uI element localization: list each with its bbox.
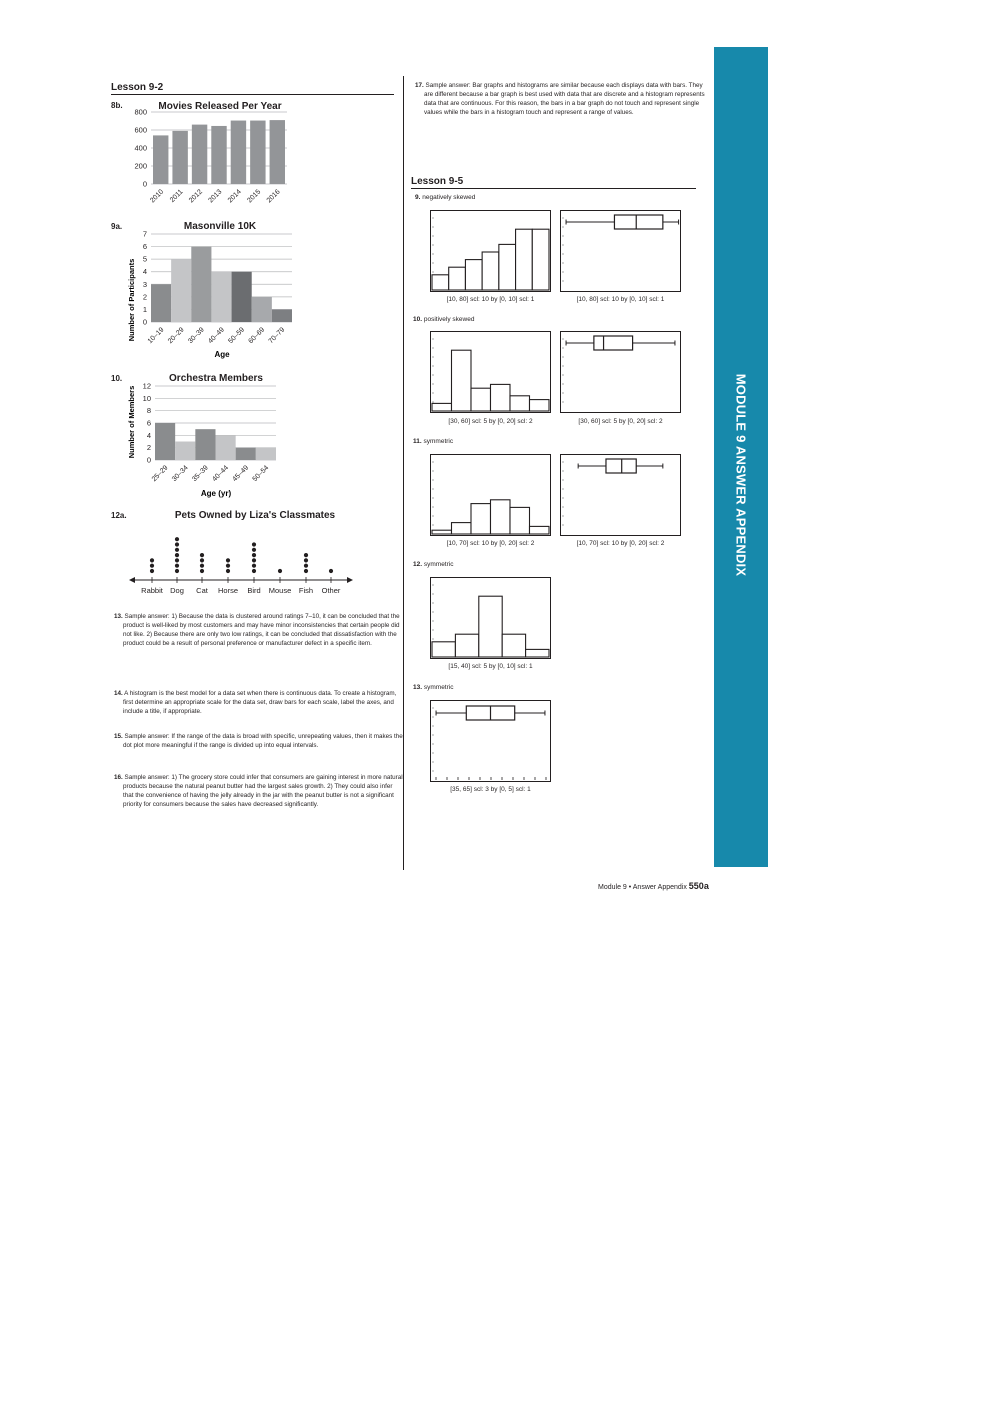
- s9-bin: [449, 267, 466, 290]
- s10-bin: [471, 388, 491, 411]
- s9b-box: [614, 215, 662, 229]
- c12a-xtick: Mouse: [268, 586, 292, 595]
- c10-ytick: 10: [142, 393, 151, 403]
- c8b-xtick: 2016: [265, 188, 282, 205]
- sidebar-title: MODULE 9 ANSWER APPENDIX: [733, 373, 749, 577]
- item-12: 12. symmetric: [413, 561, 454, 568]
- s9-bin: [465, 260, 482, 290]
- s10-bin: [530, 400, 550, 411]
- c8b-xtick: 2014: [226, 188, 243, 205]
- chart-10-svg: [120, 380, 285, 500]
- c12a-dot-Bird: [252, 558, 256, 562]
- s10-bin: [510, 396, 530, 411]
- answer-13: 13. Sample answer: 1) Because the data is clustered around ratings 7–10, it can be concluded that the product is well-liked by most customers and may have minor inconsistencies that certain people did not like. 2) Because there are only two low ratings, it can be concluded that dissatisfaction with the product could be a result of personal preference or manufacturer defect in a specific item.: [114, 613, 400, 647]
- c12a-xtick: Rabbit: [141, 586, 163, 595]
- lesson-9-2-heading: Lesson 9-2: [111, 82, 164, 93]
- c12a-dot-Mouse: [278, 569, 282, 573]
- c10-ytick: 8: [146, 406, 151, 416]
- c12a-dot-Fish: [304, 553, 308, 557]
- c9a-xtick: 30–39: [187, 326, 206, 346]
- c9a-bar-30–39: [191, 247, 211, 322]
- c12a-xtick: Cat: [196, 586, 208, 595]
- c9a-bar-50–59: [232, 272, 252, 322]
- c12a-dot-Dog: [175, 537, 179, 541]
- c9a-ytick: 3: [142, 279, 147, 289]
- c12a-dot-Dog: [175, 548, 179, 552]
- c12a-dot-Cat: [200, 569, 204, 573]
- chart-9a-svg: [120, 228, 300, 362]
- calc-10-boxplot: [560, 331, 681, 413]
- c12a-xtick: Other: [321, 586, 341, 595]
- c8b-ytick: 200: [134, 161, 147, 171]
- s11-bin: [491, 500, 511, 534]
- c8b-xtick: 2011: [168, 188, 185, 205]
- c12a-dot-Dog: [175, 553, 179, 557]
- c9a-ytick: 7: [142, 229, 147, 239]
- chart-12a-title: Pets Owned by Liza's Classmates: [174, 510, 336, 521]
- c12a-dot-Dog: [175, 558, 179, 562]
- answer-14: 14. A histogram is the best model for a data set when there is continuous data. To create a histogram, first determine an appropriate scale for the data set, draw bars for each scale, label the axes, and include a title, if appropriate.: [114, 690, 397, 715]
- c9a-bar-70–79: [272, 309, 292, 322]
- calc-13-boxplot: [430, 700, 551, 782]
- calc-11-histogram: [430, 454, 551, 536]
- s11-bin: [432, 530, 452, 534]
- c12a-dot-Fish: [304, 564, 308, 568]
- c8b-bar-2013: [211, 126, 226, 184]
- s12-bin: [432, 642, 455, 657]
- c8b-bar-2014: [231, 121, 246, 184]
- c10-bar-25–29: [155, 423, 175, 460]
- item-9: 9. negatively skewed: [415, 194, 476, 201]
- c9a-ytick: 6: [142, 242, 147, 252]
- chart-10-title: Orchestra Members: [169, 373, 263, 384]
- c12a-dot-Fish: [304, 569, 308, 573]
- s11-bin: [530, 526, 550, 534]
- c10-ytick: 4: [146, 430, 151, 440]
- c12a-arrow-right: [347, 577, 353, 583]
- c12a-xtick: Bird: [247, 586, 261, 595]
- c12a-dot-Fish: [304, 558, 308, 562]
- calc-10-histogram: [430, 331, 551, 413]
- c9a-ytick: 1: [142, 304, 147, 314]
- c8b-xtick: 2012: [188, 188, 204, 205]
- c12a-dot-Bird: [252, 553, 256, 557]
- c10-ytick: 12: [142, 381, 151, 391]
- c10-bar-45–49: [236, 448, 256, 460]
- c10-ytick: 6: [146, 418, 151, 428]
- caption-13-boxplot: [35, 65] scl: 3 by [0, 5] scl: 1: [450, 786, 531, 793]
- s9-bin: [516, 229, 533, 290]
- lesson-9-5-rule: [411, 188, 696, 189]
- chart-9a-title: Masonville 10K: [183, 221, 257, 232]
- s10-bin: [432, 403, 452, 411]
- c12a-dot-Cat: [200, 558, 204, 562]
- caption-10-boxplot: [30, 60] scl: 5 by [0, 20] scl: 2: [578, 418, 663, 425]
- s11-bin: [452, 523, 472, 534]
- c9a-bar-60–69: [252, 297, 272, 322]
- lesson-9-5-heading: Lesson 9-5: [411, 176, 464, 187]
- c8b-ytick: 0: [142, 179, 147, 189]
- c9a-xtick: 70–79: [267, 326, 287, 346]
- item-11: 11. symmetric: [413, 438, 454, 445]
- c10-xtick: 45–49: [231, 464, 251, 484]
- c8b-ytick: 600: [134, 125, 147, 135]
- chart-12a-label: 12a.: [111, 511, 127, 520]
- lesson-9-2-rule: [111, 94, 394, 95]
- s12-bin: [455, 634, 478, 657]
- c8b-ytick: 400: [134, 143, 147, 153]
- caption-12-histogram: [15, 40] scl: 5 by [0, 10] scl: 1: [448, 663, 533, 670]
- c9a-xtick: 50–59: [227, 326, 247, 346]
- c12a-dot-Rabbit: [150, 558, 154, 562]
- c8b-ytick: 800: [134, 107, 147, 117]
- c8b-bar-2011: [172, 131, 187, 184]
- c12a-dot-Horse: [226, 569, 230, 573]
- c8b-bar-2016: [270, 120, 285, 184]
- c10-bar-40–44: [216, 435, 236, 460]
- c9a-ytick: 2: [142, 292, 147, 302]
- c9a-ytick: 4: [142, 267, 147, 277]
- c10-ytick: 2: [146, 443, 151, 453]
- chart-9a-xlabel: Age: [214, 350, 230, 359]
- s9-bin: [432, 275, 449, 290]
- c12a-dot-Bird: [252, 564, 256, 568]
- c12a-dot-Dog: [175, 564, 179, 568]
- answer-16: 16. Sample answer: 1) The grocery store could infer that consumers are gaining interest in more natural products because the natural peanut butter had the largest sales growth. 2) They could also infer that the convenience of having the jelly already in the jar with the peanut butter is not a significant priority for consumers because the sales have decreased significantly.: [114, 774, 403, 808]
- c9a-xtick: 20–29: [166, 326, 186, 346]
- c12a-dot-Dog: [175, 542, 179, 546]
- s9-bin: [499, 244, 516, 290]
- chart-8b-svg: [110, 106, 300, 210]
- c12a-dot-Bird: [252, 548, 256, 552]
- c8b-xtick: 2010: [149, 188, 166, 205]
- calc-9-histogram: [430, 210, 551, 292]
- s12-bin: [502, 634, 525, 657]
- answer-17: 17. Sample answer: Bar graphs and histograms are similar because each displays data with bars. They are different because a bar graph is best used with data that are discrete and a histogram represents data that are continuous. For this reason, the bars in a bar graph do not touch and represent single values while the bars in a histogram touch and represent a range of values.: [415, 82, 705, 116]
- c12a-xtick: Horse: [217, 586, 239, 595]
- item-13: 13. symmetric: [413, 684, 454, 691]
- calc-12-histogram: [430, 577, 551, 659]
- c12a-dot-Cat: [200, 564, 204, 568]
- c8b-bar-2012: [192, 125, 207, 184]
- s10-bin: [452, 350, 472, 411]
- c12a-dot-Other: [329, 569, 333, 573]
- s10-bin: [491, 384, 511, 411]
- c9a-bar-40–49: [211, 272, 231, 322]
- c12a-dot-Cat: [200, 553, 204, 557]
- c10-xtick: 30–34: [170, 464, 190, 484]
- c10-xtick: 35–39: [191, 464, 210, 484]
- c9a-xtick: 40–49: [207, 326, 226, 346]
- chart-8b-label: 8b.: [111, 101, 123, 110]
- chart-8b-title: Movies Released Per Year: [158, 101, 282, 112]
- c10-xtick: 50–54: [251, 464, 271, 484]
- c10-xtick: 40–44: [211, 464, 230, 484]
- c9a-ytick: 5: [142, 254, 147, 264]
- s9-bin: [532, 229, 549, 290]
- page-footer: Module 9 • Answer Appendix 550a: [598, 881, 709, 891]
- c12a-arrow-left: [129, 577, 135, 583]
- c12a-xtick: Dog: [170, 586, 184, 595]
- c10-bar-30–34: [175, 442, 195, 461]
- c12a-dot-Rabbit: [150, 564, 154, 568]
- c10-bar-50–54: [256, 448, 276, 460]
- calc-9-boxplot: [560, 210, 681, 292]
- c12a-dot-Dog: [175, 569, 179, 573]
- caption-9-boxplot: [10, 80] scl: 10 by [0, 10] scl: 1: [576, 296, 665, 303]
- s11-bin: [510, 507, 530, 534]
- c12a-dot-Bird: [252, 569, 256, 573]
- caption-10-histogram: [30, 60] scl: 5 by [0, 20] scl: 2: [448, 418, 533, 425]
- s10b-box: [594, 336, 633, 350]
- c9a-xtick: 10–19: [146, 326, 166, 346]
- c9a-ytick: 0: [142, 317, 147, 327]
- chart-10-xlabel: Age (yr): [200, 489, 232, 498]
- chart-10-label: 10.: [111, 374, 123, 383]
- chart-9a-ylabel: Number of Participants: [127, 258, 136, 342]
- s12-bin: [526, 649, 549, 657]
- caption-11-boxplot: [10, 70] scl: 10 by [0, 20] scl: 2: [576, 540, 665, 547]
- calc-11-boxplot: [560, 454, 681, 536]
- chart-10-ylabel: Number of Members: [127, 385, 136, 459]
- s12-bin: [479, 596, 502, 657]
- c9a-bar-10–19: [151, 284, 171, 322]
- c12a-xtick: Fish: [298, 586, 314, 595]
- c8b-bar-2015: [250, 121, 265, 184]
- c12a-dot-Bird: [252, 542, 256, 546]
- chart-9a-label: 9a.: [111, 222, 123, 231]
- c8b-xtick: 2013: [207, 188, 224, 205]
- column-divider: [403, 76, 404, 870]
- c10-ytick: 0: [146, 455, 151, 465]
- c9a-bar-20–29: [171, 259, 191, 322]
- answer-15: 15. Sample answer: If the range of the data is broad with specific, unrepeating values, then it makes the dot plot more meaningful if the range is divided up into equal intervals.: [114, 733, 403, 749]
- c8b-bar-2010: [153, 135, 168, 184]
- s9-bin: [482, 252, 499, 290]
- item-10: 10. positively skewed: [413, 316, 475, 323]
- caption-11-histogram: [10, 70] scl: 10 by [0, 20] scl: 2: [446, 540, 535, 547]
- caption-9-histogram: [10, 80] scl: 10 by [0, 10] scl: 1: [446, 296, 535, 303]
- c12a-dot-Rabbit: [150, 569, 154, 573]
- c12a-dot-Horse: [226, 564, 230, 568]
- s11b-box: [606, 459, 636, 473]
- c9a-xtick: 60–69: [247, 326, 267, 346]
- chart-12a-svg: [125, 522, 360, 598]
- c8b-xtick: 2015: [246, 188, 263, 205]
- s11-bin: [471, 504, 491, 534]
- c12a-dot-Horse: [226, 558, 230, 562]
- c10-bar-35–39: [195, 429, 215, 460]
- c10-xtick: 25–29: [150, 464, 170, 484]
